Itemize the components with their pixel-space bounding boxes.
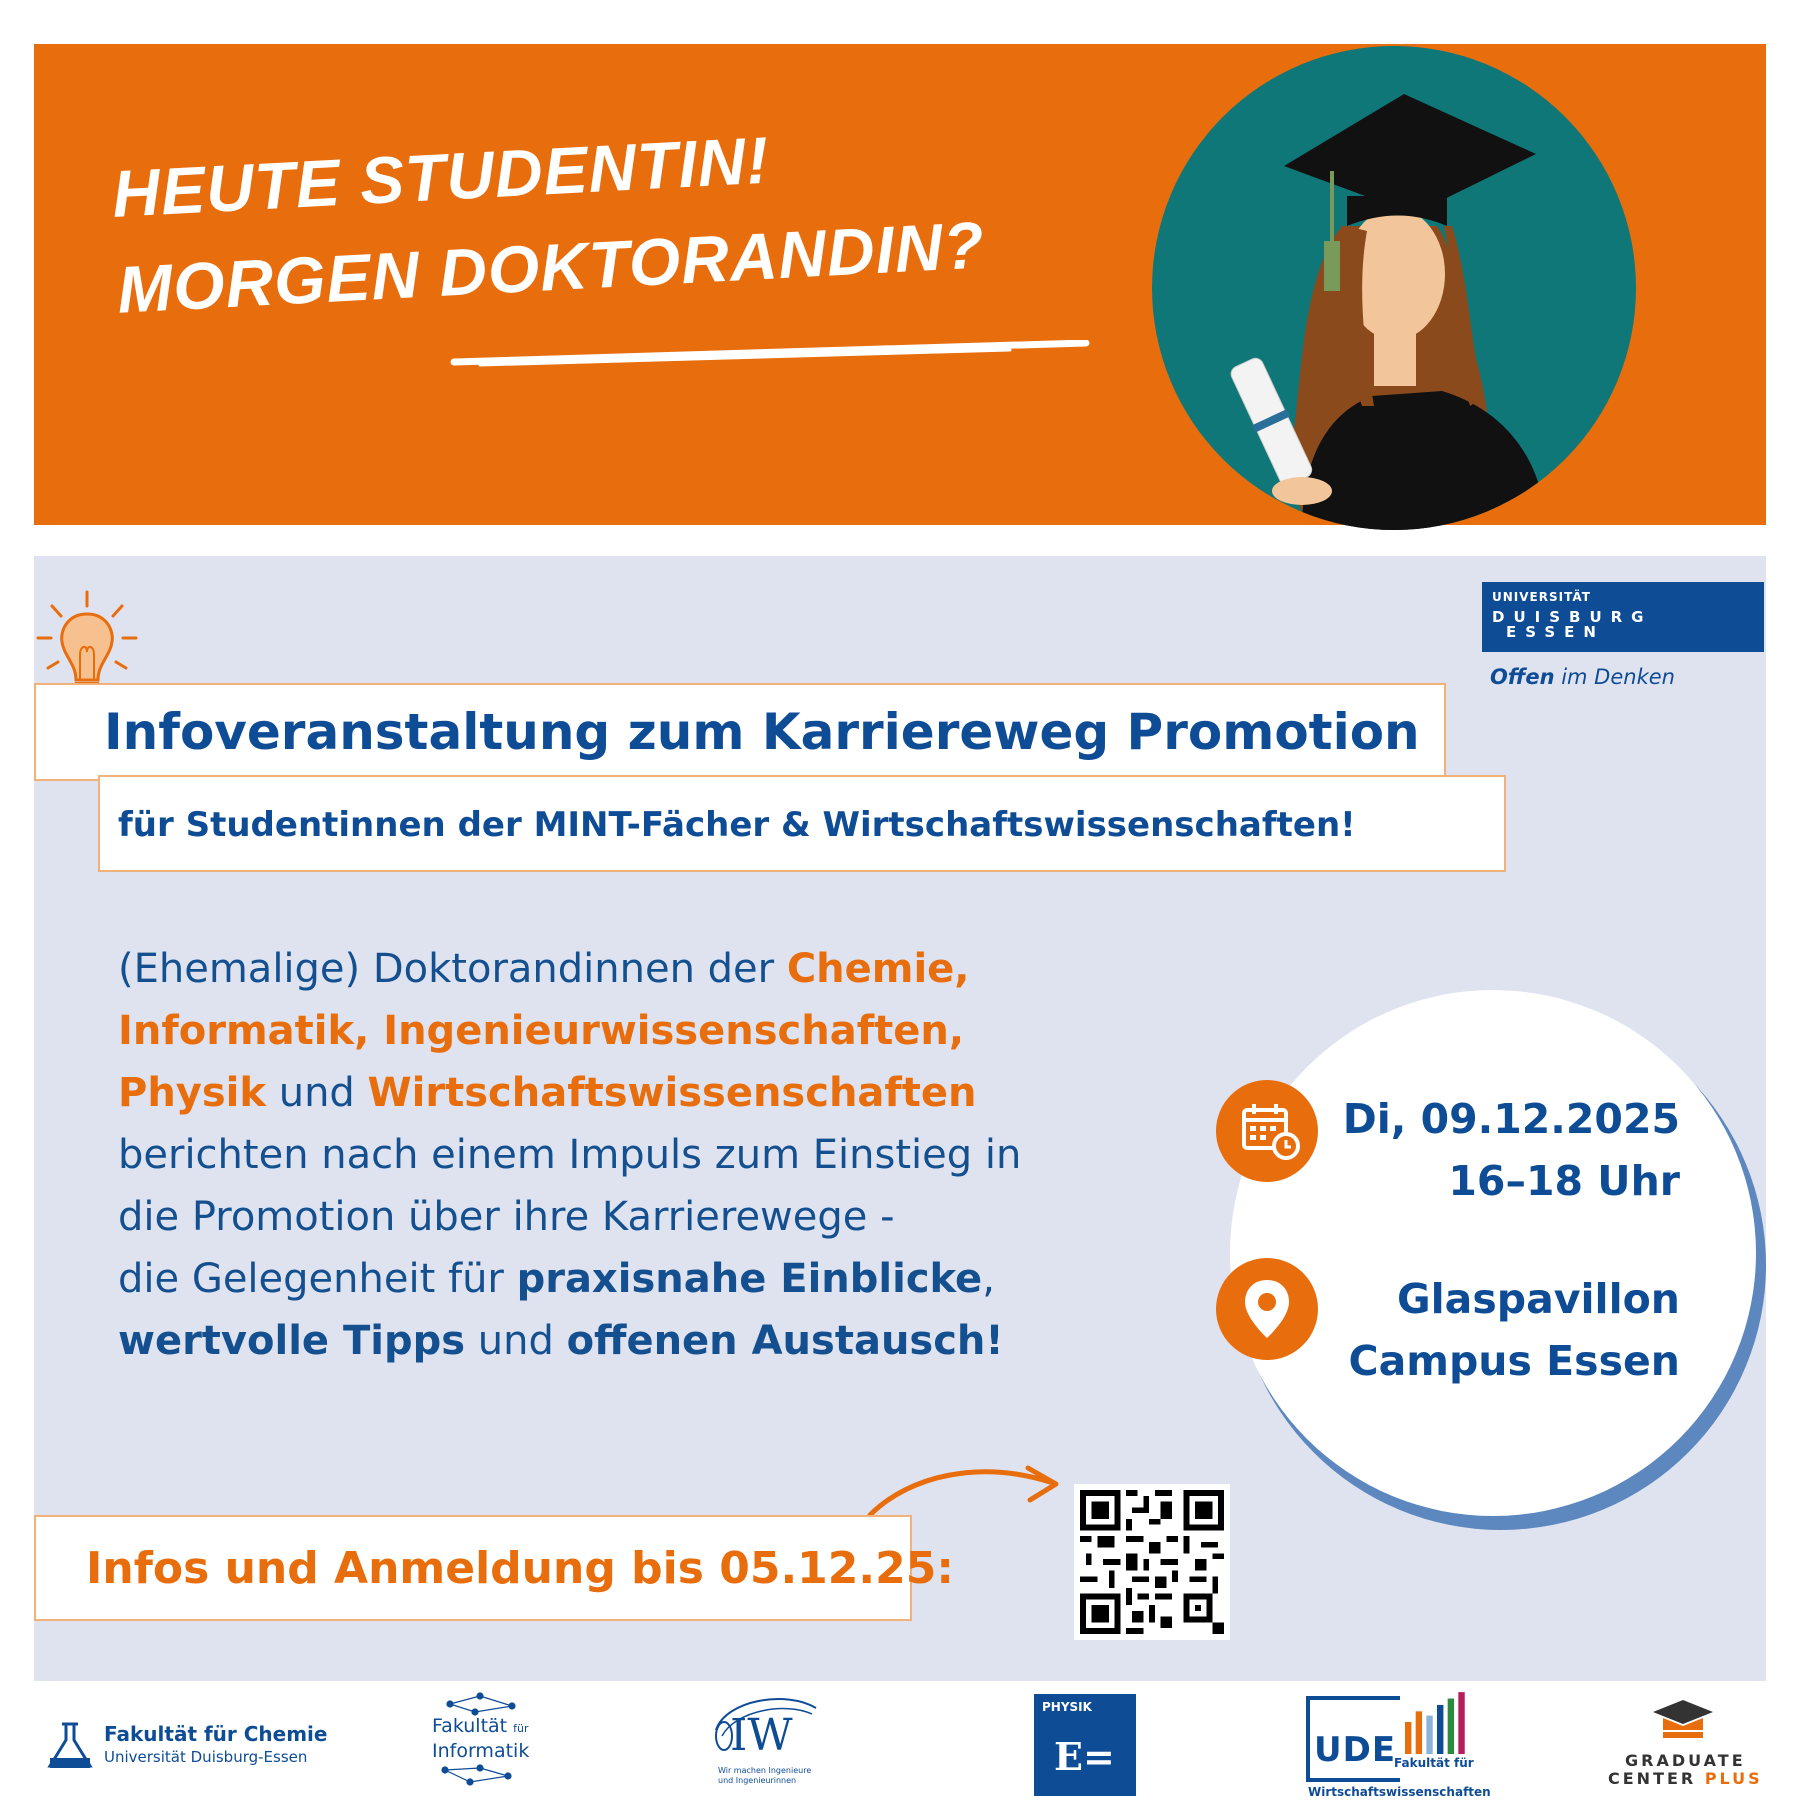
- registration-box: [34, 1515, 954, 1621]
- graduate-illustration: [1152, 46, 1636, 530]
- location-pin-icon: [1216, 1258, 1318, 1360]
- gc-line-1: GRADUATE: [1625, 1751, 1746, 1770]
- desc-line-4: berichten nach einem Impuls zum Einstieg in: [118, 1132, 1022, 1178]
- bar-graph-icon: [1404, 1690, 1470, 1754]
- economics-label-1: Fakultät für: [1394, 1756, 1474, 1770]
- physics-symbol: E=: [1054, 1734, 1115, 1779]
- physics-faculty-logo: [1034, 1694, 1136, 1796]
- event-date: Di, 09.12.2025: [1342, 1095, 1680, 1143]
- qr-code[interactable]: [1074, 1484, 1230, 1640]
- event-place-1: Glaspavillon: [1396, 1275, 1680, 1323]
- headline-line-2: MORGEN DOKTORANDIN?: [115, 207, 987, 327]
- desc-line-2: Informatik, Ingenieurwissenschaften,: [118, 1008, 965, 1054]
- calendar-clock-icon: [1216, 1080, 1318, 1182]
- slogan-bold: Offen: [1490, 665, 1555, 689]
- economics-faculty-logo: [1306, 1696, 1400, 1782]
- logo-line-3: ESSEN: [1506, 623, 1605, 641]
- gc-line-2: CENTER: [1608, 1769, 1697, 1788]
- ude-text: UDE: [1314, 1730, 1397, 1770]
- graduate-center-logo: [1608, 1752, 1763, 1788]
- informatics-faculty-logo: [432, 1715, 529, 1762]
- registration-text: Infos und Anmeldung bis 05.12.25:: [86, 1543, 954, 1594]
- description: [118, 938, 1118, 1372]
- graduate-woman-icon: [1152, 46, 1636, 530]
- chemistry-flask-icon: [44, 1720, 96, 1772]
- logo-line-1: UNIVERSITÄT: [1492, 590, 1591, 604]
- desc-line-6: die Gelegenheit für praxisnahe Einblicke,: [118, 1256, 995, 1302]
- chemistry-faculty-logo: [104, 1722, 327, 1766]
- event-location: [1348, 1268, 1680, 1392]
- logo-line-2: DUISBURG: [1492, 608, 1653, 626]
- university-logo: [1482, 582, 1764, 652]
- physics-label: PHYSIK: [1042, 1700, 1092, 1714]
- subtitle-box: [98, 775, 1506, 872]
- desc-line-5: die Promotion über ihre Karrierewege -: [118, 1194, 895, 1240]
- graduation-cap-icon: [1648, 1696, 1718, 1746]
- engineering-faculty-logo: IW: [730, 1710, 793, 1761]
- desc-line-3: Physik und Wirtschaftswissenschaften: [118, 1070, 977, 1116]
- inf-line-1: Fakultät: [432, 1715, 508, 1737]
- event-title: Infoveranstaltung zum Karriereweg Promotion: [104, 703, 1420, 761]
- info-circle: [1230, 990, 1756, 1516]
- title-box: [34, 683, 1446, 781]
- desc-line-7: wertvolle Tipps und offenen Austausch!: [118, 1318, 1004, 1364]
- slogan-rest: im Denken: [1554, 665, 1675, 689]
- chem-sub: Universität Duisburg-Essen: [104, 1748, 308, 1766]
- event-time: 16–18 Uhr: [1448, 1157, 1680, 1205]
- economics-label-2: Wirtschaftswissenschaften: [1308, 1785, 1491, 1799]
- chem-title: Fakultät für Chemie: [104, 1722, 328, 1746]
- inf-small: für: [513, 1722, 529, 1735]
- event-datetime: [1343, 1088, 1680, 1212]
- brush-underline: [450, 340, 1090, 368]
- engineering-slogan: Wir machen Ingenieure und Ingenieurinnen: [718, 1766, 812, 1785]
- desc-line-1: (Ehemalige) Doktorandinnen der Chemie,: [118, 946, 970, 992]
- headline-line-1: HEUTE STUDENTIN!: [110, 122, 772, 231]
- event-place-2: Campus Essen: [1348, 1337, 1680, 1385]
- event-subtitle: für Studentinnen der MINT-Fächer & Wirtschaftswissenschaften!: [118, 805, 1356, 845]
- inf-line-2: Informatik: [432, 1740, 530, 1762]
- gc-plus: PLUS: [1704, 1769, 1763, 1788]
- university-slogan: [1490, 665, 1675, 689]
